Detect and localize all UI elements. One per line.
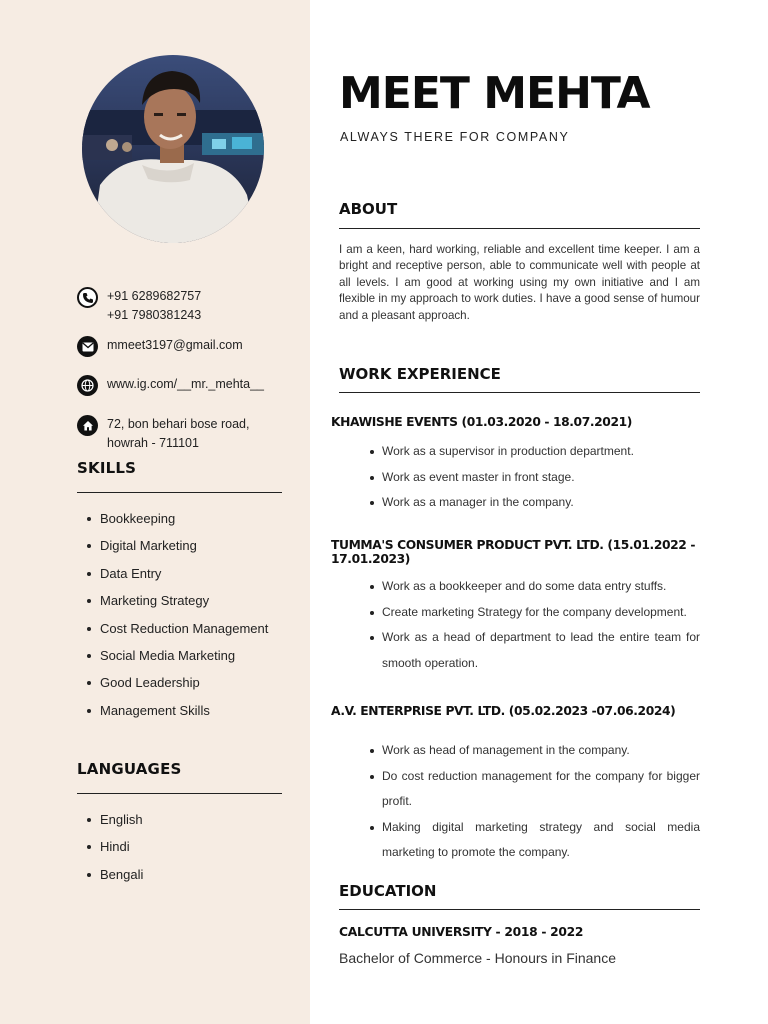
phone-icon: [77, 287, 98, 308]
email-contact: [77, 336, 243, 357]
work-heading: WORK EXPERIENCE: [339, 365, 501, 383]
work-divider: [339, 392, 700, 393]
job-title: TUMMA'S CONSUMER PRODUCT PVT. LTD. (15.01.2022 - 17.01.2023): [331, 538, 696, 566]
profile-photo: [82, 55, 264, 243]
address-contact: [77, 415, 249, 453]
skill-item: Bookkeeping: [85, 505, 268, 532]
candidate-tagline: ALWAYS THERE FOR COMPANY: [340, 130, 570, 144]
job-title: KHAWISHE EVENTS (01.03.2020 - 18.07.2021): [331, 415, 632, 429]
skill-item: Data Entry: [85, 560, 268, 587]
skills-divider: [77, 492, 282, 493]
phone-number-1[interactable]: +91 6289682757: [107, 289, 202, 303]
languages-list: [85, 806, 143, 888]
skill-item: Social Media Marketing: [85, 642, 268, 669]
website-contact: [77, 375, 264, 396]
mail-icon: [77, 336, 98, 357]
job-bullet: Work as a manager in the company.: [368, 490, 700, 516]
education-divider: [339, 909, 700, 910]
about-text: I am a keen, hard working, reliable and excellent time keeper. I am a bright and receptive person, able to communicate well with people at all levels. I am good at working using my own initiative and I am flexible in my approach to work duties. I have a good sense of humour and a pleasant approach.: [339, 243, 700, 322]
job-bullet: Work as a supervisor in production department.: [368, 439, 700, 465]
email-address[interactable]: mmeet3197@gmail.com: [107, 338, 243, 352]
skill-item: Marketing Strategy: [85, 587, 268, 614]
job-bullet: Work as event master in front stage.: [368, 465, 700, 491]
job-title: A.V. ENTERPRISE PVT. LTD. (05.02.2023 -07.06.2024): [331, 704, 676, 718]
job-bullets: [368, 439, 700, 516]
language-item: English: [85, 806, 143, 833]
education-degree: Bachelor of Commerce - Honours in Finance: [339, 950, 617, 966]
languages-divider: [77, 793, 282, 794]
job-bullet: Making digital marketing strategy and social media marketing to promote the company.: [368, 815, 700, 866]
address-line-2: howrah - 711101: [107, 436, 199, 450]
language-item: Hindi: [85, 833, 143, 860]
skills-heading: SKILLS: [77, 459, 137, 477]
website-link[interactable]: www.ig.com/__mr._mehta__: [107, 377, 265, 391]
phone-contact: [77, 287, 201, 325]
candidate-name: MEET MEHTA: [339, 68, 650, 119]
job-bullet: Do cost reduction management for the company for bigger profit.: [368, 764, 700, 815]
address-line-1: 72, bon behari bose road,: [107, 417, 250, 431]
home-icon: [77, 415, 98, 436]
skill-item: Management Skills: [85, 697, 268, 724]
education-heading: EDUCATION: [339, 882, 437, 900]
job-bullet: Work as a head of department to lead the entire team for smooth operation.: [368, 625, 700, 676]
skill-item: Cost Reduction Management: [85, 615, 268, 642]
job-bullet: Work as a bookkeeper and do some data entry stuffs.: [368, 574, 700, 600]
job-bullet: Work as head of management in the company.: [368, 738, 700, 764]
globe-icon: [77, 375, 98, 396]
job-bullets: [368, 574, 700, 676]
sidebar: [0, 0, 310, 1024]
job-bullets: [368, 738, 700, 866]
skill-item: Digital Marketing: [85, 532, 268, 559]
language-item: Bengali: [85, 861, 143, 888]
languages-heading: LANGUAGES: [77, 760, 182, 778]
about-divider: [339, 228, 700, 229]
skill-item: Good Leadership: [85, 669, 268, 696]
phone-number-2[interactable]: +91 7980381243: [107, 308, 202, 322]
job-bullet: Create marketing Strategy for the company development.: [368, 600, 700, 626]
skills-list: [85, 505, 268, 724]
about-heading: ABOUT: [339, 200, 398, 218]
education-school: CALCUTTA UNIVERSITY - 2018 - 2022: [339, 925, 584, 939]
